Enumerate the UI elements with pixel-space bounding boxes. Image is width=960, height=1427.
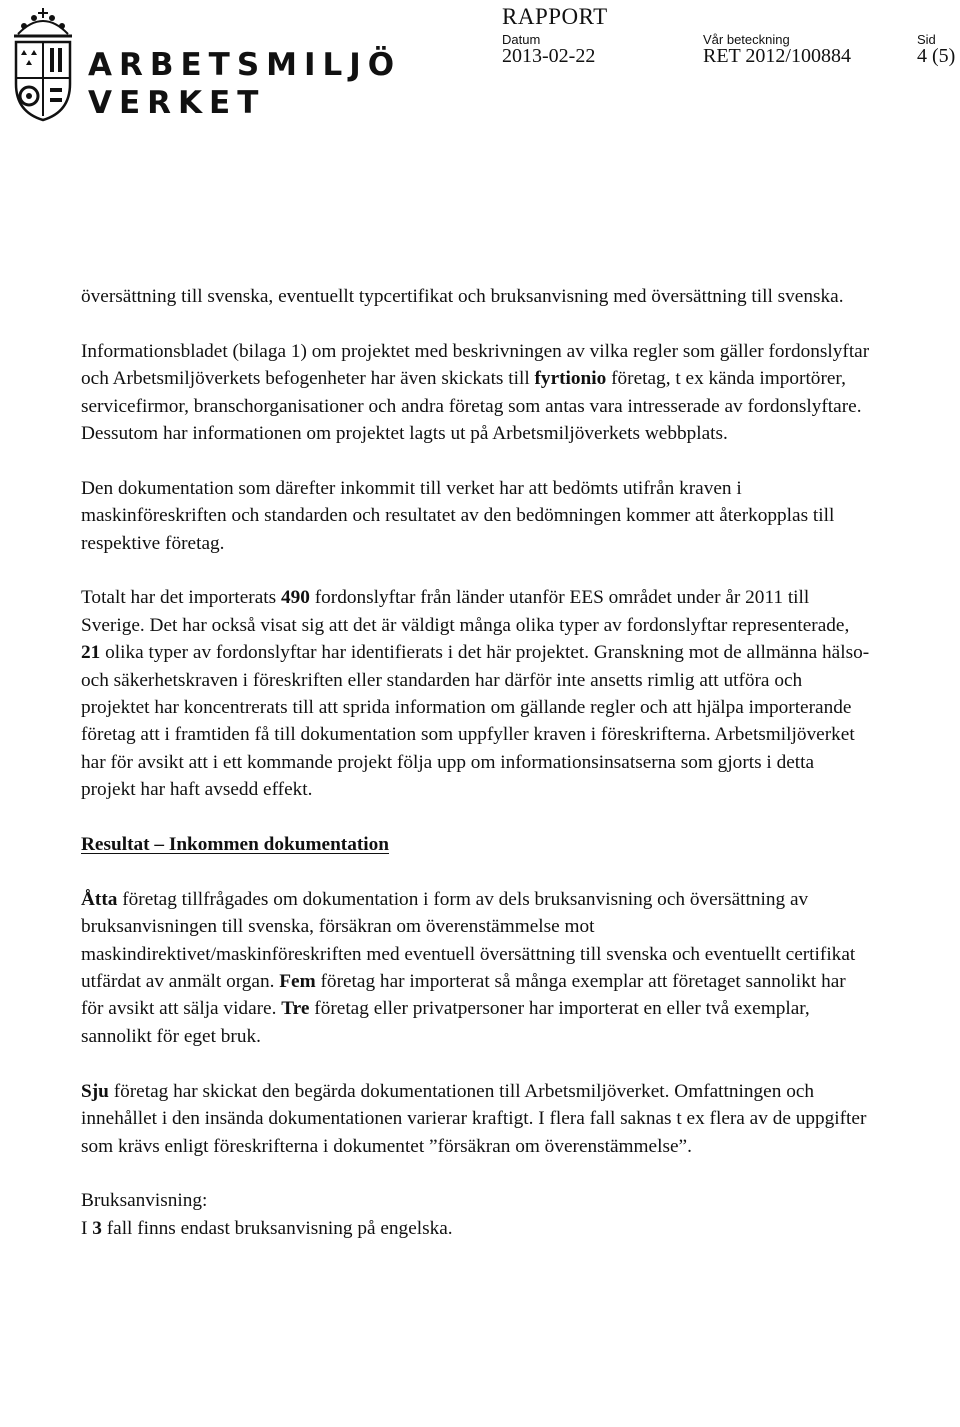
text-run: olika typer av fordonslyftar har identifierats i det här projektet. Granskning mot de allmänna hälso- och säkerhetskraven i föreskriften eller standarden har därför inte ansetts rimlig att utföra och projektet har koncentrerats till att sprida information om gällande regler och att hjälpa importerande företag att i framtiden få till dokumentation som uppfyller kraven i föreskrifterna. Arbetsmiljöverket har för avsikt att i ett kommande projekt följa upp om informationsinsatserna som gjorts i detta projekt har haft avsedd effekt. [81, 642, 870, 801]
paragraph [81, 1078, 871, 1160]
emphasis: 21 [81, 642, 101, 664]
date-label: Datum [502, 32, 541, 47]
wordmark-line-1: ARBETSMILJÖ [88, 47, 402, 83]
emphasis: 3 [92, 1217, 102, 1239]
agency-logo [0, 0, 402, 130]
agency-wordmark [88, 46, 401, 122]
document-type: RAPPORT [502, 4, 608, 29]
emphasis: Sju [81, 1080, 109, 1102]
paragraph [81, 1187, 871, 1242]
emphasis: Tre [281, 998, 310, 1020]
text-run: företag har importerat så många exemplar att företaget sannolikt har för avsikt att sälja vidare. [81, 971, 846, 1020]
reference-value: RET 2012/100884 [703, 45, 851, 67]
emphasis: Fem [279, 971, 316, 993]
text-run: företag eller privatpersoner har importerat en eller två exemplar, sannolikt för eget bruk. [81, 998, 810, 1047]
wordmark-line-2: VERKET [88, 85, 266, 121]
text-run: Informationsbladet (bilaga 1) om projektet med beskrivningen av vilka regler som gäller fordonslyftar och Arbetsmiljöverkets befogenheter har även skickats till [81, 340, 870, 390]
text-run: företag tillfrågades om dokumentation i form av dels bruksanvisning och översättning av bruksanvisningen till svenska, försäkran om överenstämmelse mot maskindirektivet/maskinföreskriften med eventuell översättning till svenska och eventuellt certifikat utfärdat av anmält organ. [81, 888, 856, 993]
emphasis: Åtta [81, 888, 118, 910]
reference-label: Vår beteckning [703, 32, 790, 47]
paragraph [81, 886, 871, 1050]
emphasis: 490 [280, 587, 310, 609]
text-run: fordonslyftar från länder utanför EES området under år 2011 till Sverige. Det har också visat sig att det är väldigt många olika typer av fordonslyftar representerade, [81, 587, 850, 636]
section-heading [81, 831, 871, 858]
paragraph [81, 338, 871, 448]
text-run: företag har skickat den begärda dokumentationen till Arbetsmiljöverket. Omfattningen och innehållet i den insända dokumentationen varierar kraftigt. I flera fall saknas t ex flera av de uppgifter som krävs enligt föreskrifterna i dokumentet ”försäkran om överenstämmelse”. [81, 1080, 867, 1157]
text-run: Totalt har det importerats [81, 587, 281, 609]
subheading: Bruksanvisning: [81, 1190, 208, 1212]
text-run: I [81, 1217, 93, 1239]
heading-text: Resultat – Inkommen dokumentation [81, 834, 390, 856]
document-body [81, 283, 871, 1242]
paragraph: Den dokumentation som därefter inkommit till verket har att bedömts utifrån kraven i maskinföreskriften och standarden och resultatet av den bedömningen kommer att återkopplas till respektive företag. [81, 477, 835, 554]
paragraph [81, 584, 871, 803]
paragraph: översättning till svenska, eventuellt typcertifikat och bruksanvisning med översättning till svenska. [81, 286, 844, 307]
date-value: 2013-02-22 [502, 45, 596, 67]
emphasis: fyrtionio [534, 368, 607, 390]
page-label: Sid [917, 32, 936, 47]
text-run: företag, t ex kända importörer, servicefirmor, branschorganisationer och andra företag som antas vara intresserade av fordonslyftare. Dessutom har informationen om projektet lagts ut på Arbetsmiljöverkets webbplats. [81, 368, 862, 445]
text-run: fall finns endast bruksanvisning på engelska. [101, 1217, 453, 1239]
crown-crest-icon [4, 4, 82, 124]
page-number: 4 (5) [917, 45, 956, 67]
